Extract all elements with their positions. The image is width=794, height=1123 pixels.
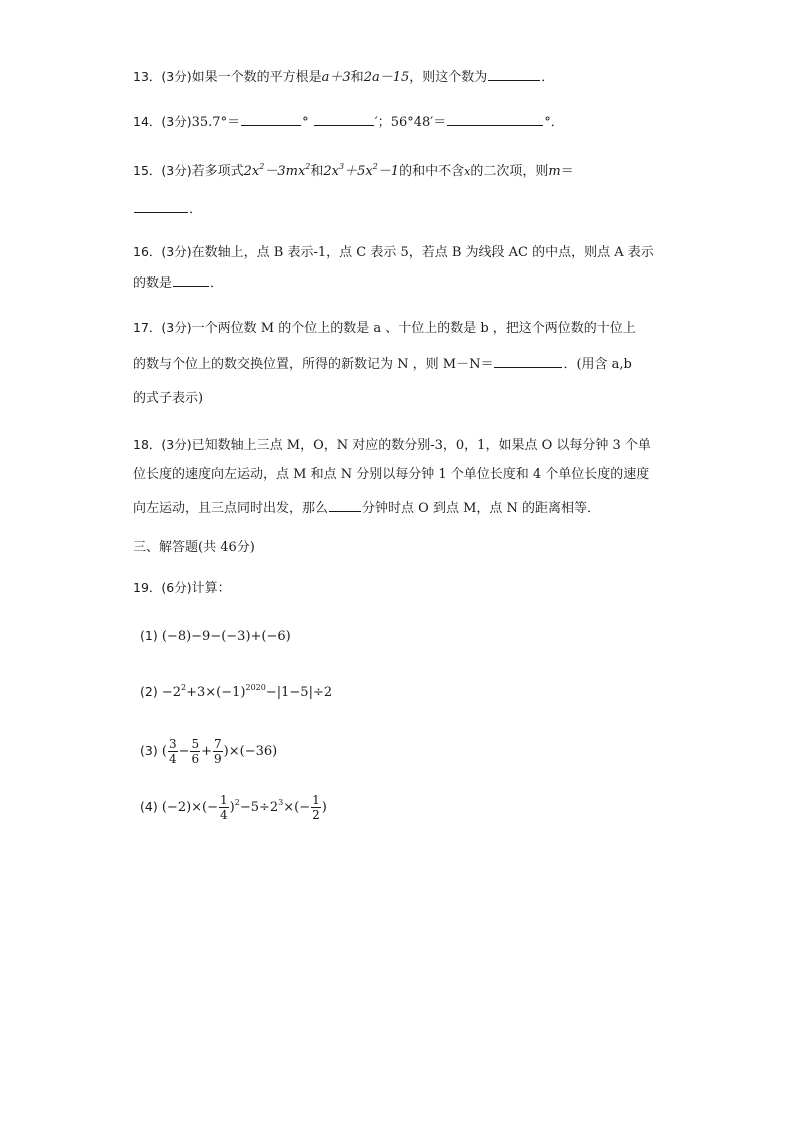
denominator: 9 [214,752,222,766]
math-op: ) [321,800,327,815]
question-text: 的数是 [133,276,173,291]
fraction [213,737,223,766]
math-op: ＝ [560,164,574,179]
question-18-cont [133,465,649,485]
numerator: 5 [191,737,200,751]
math-term: )×(−36) [223,744,278,759]
denominator: 6 [191,752,200,766]
numerator: 7 [214,737,222,751]
exponent: 2 [234,798,240,807]
question-16 [133,242,654,263]
math-term: −2 [161,685,182,700]
question-text: 的二次项，则 [470,164,549,179]
numerator: 3 [168,737,177,751]
question-17-cont [133,353,632,375]
fraction [311,793,321,822]
question-17-cont [133,389,203,409]
math-var: m [548,164,561,179]
math-op: ) [229,800,235,815]
exponent: 3 [339,162,345,171]
question-14 [133,111,564,133]
question-text: 的式子表示) [133,391,204,406]
question-text: 已知数轴上三点 M，O，N 对应的数分别-3，0，1，如果点 O 以每分钟 3 个单 [191,438,651,453]
fraction [168,737,178,766]
exponent: 3 [278,798,284,807]
question-text: ． [189,202,203,217]
question-text: 如果一个数的平方根是 [191,70,322,85]
question-text: ．(用含 a,b [563,357,632,372]
question-text: 的数与个位上的数交换位置，所得的新数记为 N ，则 M－N＝ [133,357,494,372]
question-number: 17．(3分) [133,320,192,335]
math-var: x [464,165,471,178]
question-number: 15．(3分) [133,163,192,178]
separator: ； [377,115,391,130]
question-number: 13．(3分) [133,69,192,84]
math-term: ＋5x [344,164,373,179]
answer-blank[interactable] [494,353,562,368]
question-text: 的和中不含 [399,164,465,179]
unit-degree: °． [544,115,564,130]
math-term: (−2)×(− [161,800,219,815]
item-label: (1) [140,628,158,643]
math-term: －1 [377,164,400,179]
question-text: 位长度的速度向左运动，点 M 和点 N 分别以每分钟 1 个单位长度和 4 个单位长度的速度 [133,467,650,482]
math-op: ( [161,744,167,759]
question-number: 14．(3分) [133,114,192,129]
math-term: −|1−5|÷2 [265,685,333,700]
exponent: 2 [305,162,311,171]
question-18 [133,435,651,456]
question-15 [133,161,574,182]
denominator: 4 [168,752,177,766]
answer-blank[interactable] [173,272,209,287]
question-text: 和 [310,164,324,179]
numerator: 1 [312,793,320,807]
exponent: 2 [372,162,378,171]
math-op: − [178,744,190,759]
item-label: (4) [140,799,158,814]
question-19 [133,578,231,599]
question-text: 在数轴上，点 B 表示-1，点 C 表示 5，若点 B 为线段 AC 的中点，则点 A 表示 [191,245,654,260]
denominator: 4 [220,808,228,822]
math-expr: (−8)−9−(−3)+(−6) [161,629,291,644]
unit-degree: ° [302,115,309,130]
fraction [190,737,200,766]
question-17 [133,318,636,339]
section-heading: 三、解答题(共 46分) [133,540,255,555]
answer-blank[interactable] [134,198,188,213]
question-text: ，则这个数为 [409,70,488,85]
answer-blank[interactable] [447,111,543,126]
question-text: 和 [350,70,364,85]
question-text: 计算： [191,581,231,596]
question-text: ． [210,276,224,291]
question-text: ． [541,70,555,85]
calc-item-1 [140,626,291,647]
calc-item-2 [140,682,332,703]
math-term: 2x [323,164,339,179]
polynomial-2 [323,164,399,179]
question-text: 分钟时点 O 到点 M，点 N 的距离相等． [362,501,601,516]
calc-item-3 [140,737,277,766]
polynomial-1 [244,164,311,179]
exponent: 2 [181,683,187,692]
math-op: + [201,744,213,759]
question-text: 向左运动，且三点同时出发，那么 [133,501,329,516]
fraction [219,793,229,822]
math-term: +3×(−1) [186,685,246,700]
answer-blank[interactable] [488,66,540,81]
question-18-cont [133,497,600,519]
math-term: 2x [243,164,260,179]
question-16-cont [133,272,223,294]
question-number: 18．(3分) [133,437,192,452]
math-term: ×(− [283,800,311,815]
denominator: 2 [312,808,320,822]
question-number: 16．(3分) [133,244,192,259]
answer-blank[interactable] [314,111,374,126]
math-term: −5÷2 [239,800,279,815]
exponent: 2020 [245,683,266,692]
calc-item-4 [140,793,327,822]
unit-minute: ′ [374,115,378,130]
answer-blank[interactable] [241,111,301,126]
math-expr: 2a－15 [363,70,410,85]
math-expr: 56°48′＝ [390,115,447,130]
item-label: (2) [140,684,158,699]
answer-blank[interactable] [329,497,361,512]
math-expr: 35.7°＝ [191,115,241,130]
math-expr: a＋3 [321,70,351,85]
item-label: (3) [140,743,158,758]
exponent: 2 [259,162,265,171]
numerator: 1 [220,793,228,807]
question-text: 若多项式 [191,164,244,179]
question-13 [133,66,554,88]
question-15-cont [133,198,202,220]
question-number: 19．(6分) [133,580,192,595]
question-text: 一个两位数 M 的个位上的数是 a 、十位上的数是 b ，把这个两位数的十位上 [191,321,636,336]
math-term: －3mx [264,164,306,179]
